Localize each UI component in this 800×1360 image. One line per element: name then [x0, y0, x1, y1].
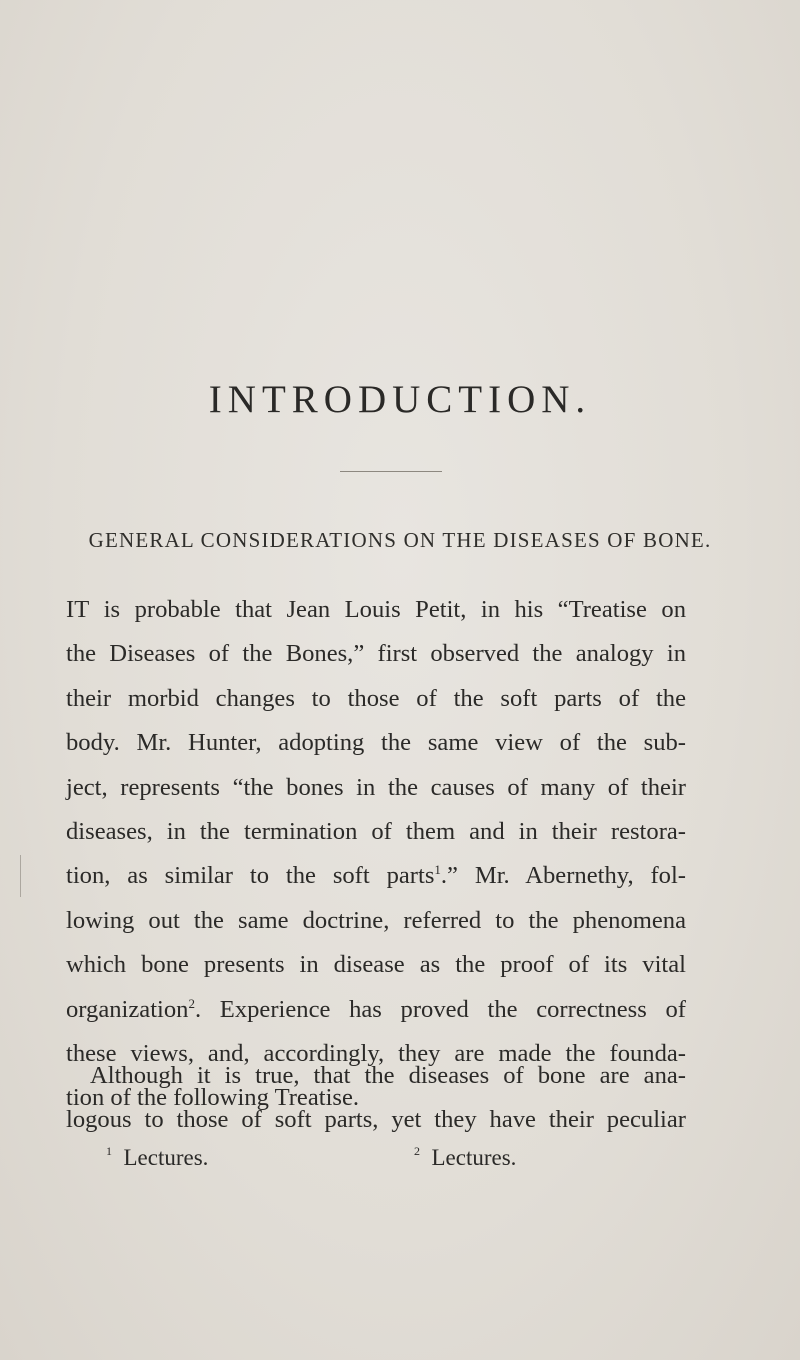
paragraph-1: [66, 588, 686, 1121]
paragraph-line: IT is probable that Jean Louis Petit, in his “Treatise on: [66, 596, 686, 623]
paragraph-line: which bone presents in disease as the proof of its vital: [66, 951, 686, 979]
paragraph-line: organization$^2$. Experience has proved the correctness of: [66, 995, 686, 1023]
footnote-2: $^2$ Lectures.: [414, 1144, 517, 1170]
chapter-title: INTRODUCTION.: [208, 378, 592, 422]
paragraph-line: the Diseases of the Bones,” first observed the analogy in: [66, 640, 686, 668]
paragraph-line: lowing out the same doctrine, referred to the phenomena: [66, 906, 686, 934]
title-divider: [340, 471, 442, 472]
footnote-ref: 1: [434, 862, 441, 878]
paragraph-line: ject, represents “the bones in the causes of many of their: [66, 773, 686, 801]
paragraph-line: tion, as similar to the soft parts$^1$.” Mr. Abernethy, fol-: [66, 862, 686, 890]
paragraph-line: Although it is true, that the diseases of bone are ana-: [90, 1062, 686, 1089]
paragraph-line: logous to those of soft parts, yet they have their peculiar: [66, 1106, 686, 1134]
footnote-1: $^1$ Lectures.: [106, 1144, 209, 1170]
paragraph-line: these views, and, accordingly, they are made the founda-: [66, 1040, 686, 1068]
footnote-ref: 2: [188, 995, 195, 1011]
paragraph-line: diseases, in the termination of them and in their restora-: [66, 818, 686, 846]
margin-mark: [20, 855, 21, 897]
paragraph-line: their morbid changes to those of the soft parts of the: [66, 684, 686, 712]
paragraph-line: tion of the following Treatise.: [66, 1084, 360, 1112]
section-subtitle: GENERAL CONSIDERATIONS ON THE DISEASES OF BONE.: [88, 528, 712, 552]
paragraph-2: [66, 1054, 686, 1143]
paragraph-line: body. Mr. Hunter, adopting the same view of the sub-: [66, 729, 686, 757]
